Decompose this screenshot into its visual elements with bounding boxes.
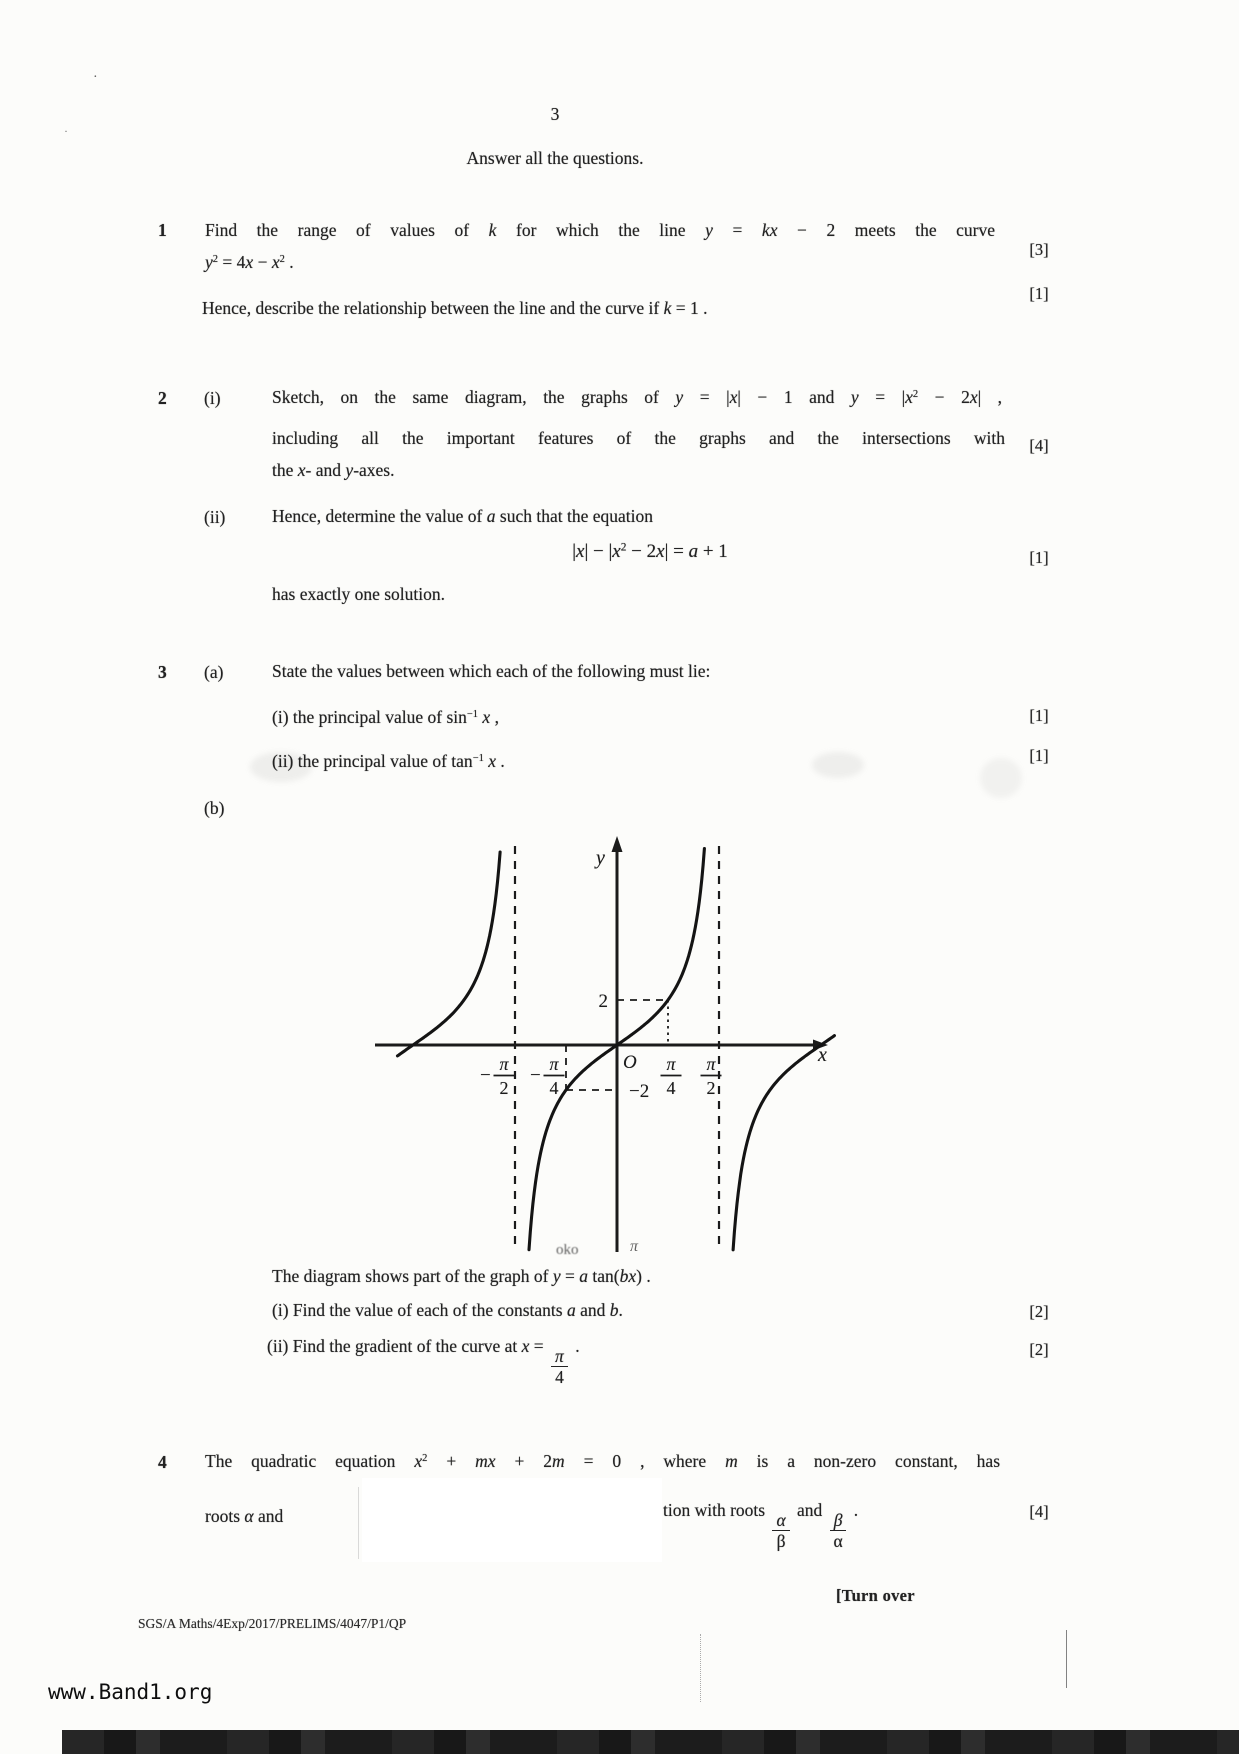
q4-mark-a: [4] [1029, 1502, 1049, 1521]
q3-mark-d: [2] [1029, 1340, 1049, 1359]
svg-text:2: 2 [499, 1078, 509, 1098]
q1-number: 1 [158, 220, 167, 240]
q3-graph-caption: The diagram shows part of the graph of y = a tan(bx) . [272, 1266, 651, 1286]
q4-line-2a: roots α and [205, 1506, 284, 1526]
svg-text:2: 2 [706, 1078, 716, 1098]
svg-text:4: 4 [666, 1078, 676, 1098]
svg-text:−: − [529, 1065, 541, 1086]
svg-text:x: x [818, 1044, 827, 1066]
q2-i-line-2: including all the important features of the graphs and the intersections with [272, 428, 1005, 448]
svg-text:π: π [706, 1054, 716, 1074]
scan-dot: · [93, 70, 98, 85]
scan-line-artifact [1066, 1630, 1067, 1688]
instruction-line: Answer all the questions. [466, 148, 644, 168]
q3-a-item-i: (i) the principal value of $\sin^{-1} x$ , [272, 707, 499, 727]
q3-b-item-i: (i) Find the value of each of the constants a and b. [272, 1300, 623, 1320]
q3-mark-a: [1] [1029, 706, 1049, 725]
q3-mark-b: [1] [1029, 746, 1049, 765]
q3-mark-c: [2] [1029, 1302, 1049, 1321]
turn-over-note: [Turn over [836, 1586, 915, 1605]
q3-b-item-ii: (ii) Find the gradient of the curve at x = $\frac{\pi}{4}$ . [267, 1336, 580, 1387]
q1-line-3: Hence, describe the relationship between the line and the curve if k = 1 . [202, 298, 708, 318]
q2-i-line-1: Sketch, on the same diagram, the graphs of y = |x| − 1 and $y = |x^2 - 2x|$ , [272, 387, 1003, 407]
svg-text:2: 2 [598, 991, 608, 1012]
scan-line-artifact [358, 1487, 359, 1559]
q3-part-b-label: (b) [204, 798, 225, 818]
svg-text:π: π [499, 1054, 509, 1074]
q2-ii-line-2: has exactly one solution. [272, 584, 446, 604]
q3-a-item-ii: (ii) the principal value of $\tan^{-1} x$ . [272, 751, 505, 771]
q3-part-a-label: (a) [204, 662, 224, 682]
q1-line-2: $y^2 = 4x - x^2$ . [205, 252, 294, 272]
scan-line-artifact [700, 1634, 701, 1702]
scan-dot: · [64, 124, 68, 138]
svg-text:π: π [549, 1054, 559, 1074]
q1-mark-a: [3] [1029, 240, 1049, 259]
q2-equation: $|x| - |x^2 - 2x| = a + 1$ [572, 541, 728, 562]
q2-part-ii-label: (ii) [204, 507, 226, 527]
q1-line-1: Find the range of values of k for which the line y = kx − 2 meets the curve [205, 220, 996, 240]
scan-black-bar [62, 1730, 1239, 1754]
tan-graph [330, 780, 910, 1270]
q2-i-line-3: the x- and y-axes. [272, 460, 395, 480]
svg-text:π: π [666, 1054, 676, 1074]
pi-fragment: π [630, 1238, 639, 1255]
q3-number: 3 [158, 662, 167, 682]
svg-text:y: y [596, 847, 605, 869]
doc-code: SGS/A Maths/4Exp/2017/PRELIMS/4047/P1/QP [138, 1616, 407, 1631]
svg-text:4: 4 [549, 1078, 559, 1098]
svg-text:−: − [479, 1065, 491, 1086]
svg-text:O: O [623, 1052, 637, 1073]
q2-mark-a: [4] [1029, 436, 1049, 455]
watermark-url: www.Band1.org [48, 1680, 213, 1704]
scan-text-fragment: oko [556, 1242, 579, 1258]
q4-line-1: The quadratic equation $x^2$ + mx + 2m = 0 , where m is a non-zero constant, has [205, 1451, 1001, 1471]
erased-region [362, 1478, 662, 1562]
q2-mark-b: [1] [1029, 548, 1049, 567]
svg-text:−2: −2 [629, 1081, 650, 1102]
page-number: 3 [550, 104, 560, 124]
q2-ii-line-1: Hence, determine the value of a such that the equation [272, 506, 653, 526]
q4-line-2b: tion with roots $\frac{\alpha}{\beta}$ and $\frac{\beta}{\alpha}$ . [663, 1500, 859, 1551]
scan-smudge [812, 752, 864, 778]
q3-a-stem: State the values between which each of the following must lie: [272, 661, 711, 681]
q2-part-i-label: (i) [204, 388, 221, 408]
q4-number: 4 [158, 1452, 167, 1472]
q1-mark-b: [1] [1029, 284, 1049, 303]
q2-number: 2 [158, 388, 167, 408]
